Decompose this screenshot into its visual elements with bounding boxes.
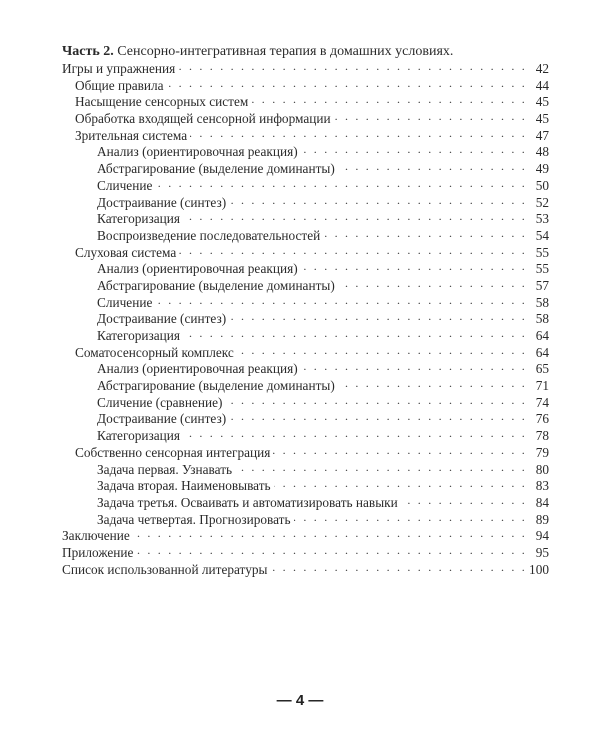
toc-entry-title: Анализ (ориентировочная реакция) (97, 361, 298, 377)
dot-leader (183, 430, 527, 440)
dot-leader (136, 547, 527, 557)
dot-leader (235, 464, 527, 474)
dot-leader (338, 163, 527, 173)
toc-entry-page: 48 (535, 144, 549, 160)
toc-entry-title: Собственно сенсорная интеграция (75, 444, 271, 460)
toc-entry (62, 245, 549, 262)
dot-leader (338, 280, 527, 290)
toc-entry-title: Задача третья. Осваивать и автоматизировать навыки (97, 494, 398, 510)
toc-entry (62, 528, 549, 545)
toc-entry-title: Достраивание (синтез) (97, 194, 227, 210)
toc-entry-page: 52 (535, 194, 549, 210)
dot-leader (190, 130, 527, 140)
toc-entry-page: 45 (535, 94, 549, 110)
toc-entry (62, 345, 549, 362)
toc-entry-page: 83 (535, 478, 549, 494)
toc-entry-title: Насыщение сенсорных систем (75, 94, 249, 110)
toc-entry-title: Абстрагирование (выделение доминанты) (97, 277, 335, 293)
toc-entry-page: 100 (529, 561, 549, 577)
toc-entry (62, 478, 549, 495)
dot-leader (229, 313, 527, 323)
toc-entry-title: Общие правила (75, 77, 164, 93)
toc-entry-page: 84 (535, 494, 549, 510)
toc-entry-title: Абстрагирование (выделение доминанты) (97, 161, 335, 177)
toc-entry (62, 411, 549, 428)
toc-entry (62, 462, 549, 479)
toc-entry-title: Категоризация (97, 428, 181, 444)
toc-entry-page: 54 (535, 227, 549, 243)
dot-leader (133, 530, 527, 540)
toc-entry (62, 311, 549, 328)
table-of-contents (62, 61, 549, 578)
toc-entry (62, 195, 549, 212)
toc-entry-page: 94 (535, 528, 549, 544)
dot-leader (334, 113, 527, 123)
toc-entry-title: Список использованной литературы (62, 561, 268, 577)
toc-entry-title: Воспроизведение последовательностей (97, 227, 321, 243)
toc-entry-title: Соматосенсорный комплекс (75, 344, 234, 360)
toc-entry-title: Категоризация (97, 328, 181, 343)
toc-entry (62, 61, 549, 78)
toc-entry-title: Слуховая система (75, 244, 177, 260)
toc-entry (62, 378, 549, 395)
toc-entry-page: 80 (535, 461, 549, 477)
toc-entry-page: 78 (535, 428, 549, 444)
toc-entry (62, 178, 549, 195)
dot-leader (183, 330, 527, 340)
toc-entry-title: Задача первая. Узнавать (97, 461, 233, 477)
toc-entry-page: 55 (535, 261, 549, 277)
toc-entry-title: Игры и упражнения (62, 61, 176, 76)
toc-entry-page: 58 (535, 294, 549, 310)
toc-entry (62, 562, 549, 579)
toc-entry (62, 395, 549, 412)
dot-leader (178, 63, 527, 73)
toc-entry (62, 512, 549, 529)
toc-entry (62, 495, 549, 512)
toc-entry-title: Абстрагирование (выделение доминанты) (97, 378, 335, 394)
dot-leader (229, 413, 527, 423)
toc-entry-title: Заключение (62, 528, 130, 544)
toc-entry-title: Задача четвертая. Прогнозировать (97, 511, 291, 527)
toc-entry (62, 144, 549, 161)
dot-leader (323, 230, 527, 240)
dot-leader (155, 297, 527, 307)
toc-entry-page: 64 (535, 344, 549, 360)
toc-entry-title: Анализ (ориентировочная реакция) (97, 144, 298, 160)
dot-leader (301, 263, 527, 273)
toc-entry-page: 45 (535, 111, 549, 127)
dot-leader (155, 180, 527, 190)
dot-leader (225, 397, 527, 407)
toc-entry (62, 445, 549, 462)
toc-entry (62, 545, 549, 562)
dot-leader (270, 564, 527, 574)
toc-entry-title: Задача вторая. Наименовывать (97, 478, 271, 494)
dot-leader (251, 96, 527, 106)
toc-entry-page: 42 (535, 61, 549, 76)
toc-entry-title: Сличение (97, 294, 153, 310)
toc-entry-title: Приложение (62, 544, 134, 560)
dot-leader (401, 497, 527, 507)
toc-entry (62, 428, 549, 445)
toc-entry (62, 161, 549, 178)
toc-entry (62, 94, 549, 111)
toc-entry-page: 95 (535, 544, 549, 560)
toc-entry (62, 128, 549, 145)
toc-entry-page: 55 (535, 244, 549, 260)
toc-entry-page: 74 (535, 394, 549, 410)
dot-leader (167, 80, 527, 90)
toc-entry-title: Достраивание (синтез) (97, 311, 227, 327)
toc-entry (62, 228, 549, 245)
toc-entry-page: 79 (535, 444, 549, 460)
toc-entry (62, 361, 549, 378)
toc-entry (62, 328, 549, 345)
toc-entry-page: 57 (535, 277, 549, 293)
dot-leader (301, 146, 527, 156)
dot-leader (273, 447, 527, 457)
toc-entry-page: 47 (535, 127, 549, 143)
toc-entry-page: 58 (535, 311, 549, 327)
toc-entry-page: 71 (535, 378, 549, 394)
dot-leader (237, 347, 527, 357)
toc-entry (62, 278, 549, 295)
toc-entry (62, 111, 549, 128)
part-heading (62, 44, 453, 60)
dot-leader (274, 480, 527, 490)
toc-entry-title: Категоризация (97, 211, 181, 227)
toc-entry-page: 65 (535, 361, 549, 377)
toc-entry-page: 50 (535, 177, 549, 193)
toc-entry-title: Сличение (сравнение) (97, 394, 223, 410)
toc-entry-page: 44 (535, 77, 549, 93)
toc-entry-page: 89 (535, 511, 549, 527)
dot-leader (338, 380, 527, 390)
part-title: Сенсорно-интегративная терапия в домашних условиях. (117, 44, 454, 59)
toc-entry-page: 49 (535, 161, 549, 177)
dot-leader (183, 213, 527, 223)
toc-entry (62, 211, 549, 228)
toc-entry-title: Зрительная система (75, 127, 188, 143)
dot-leader (301, 363, 527, 373)
toc-entry (62, 78, 549, 95)
toc-entry-title: Обработка входящей сенсорной информации (75, 111, 331, 127)
part-label: Часть 2. (62, 44, 114, 59)
dot-leader (229, 197, 527, 207)
toc-entry-title: Анализ (ориентировочная реакция) (97, 261, 298, 277)
toc-entry (62, 261, 549, 278)
toc-entry-page: 64 (535, 328, 549, 343)
toc-entry (62, 295, 549, 312)
toc-entry-page: 76 (535, 411, 549, 427)
dot-leader (179, 247, 527, 257)
dot-leader (294, 514, 527, 524)
toc-entry-title: Сличение (97, 177, 153, 193)
toc-entry-page: 53 (535, 211, 549, 227)
toc-entry-title: Достраивание (синтез) (97, 411, 227, 427)
page-number: — 4 — (276, 692, 324, 709)
